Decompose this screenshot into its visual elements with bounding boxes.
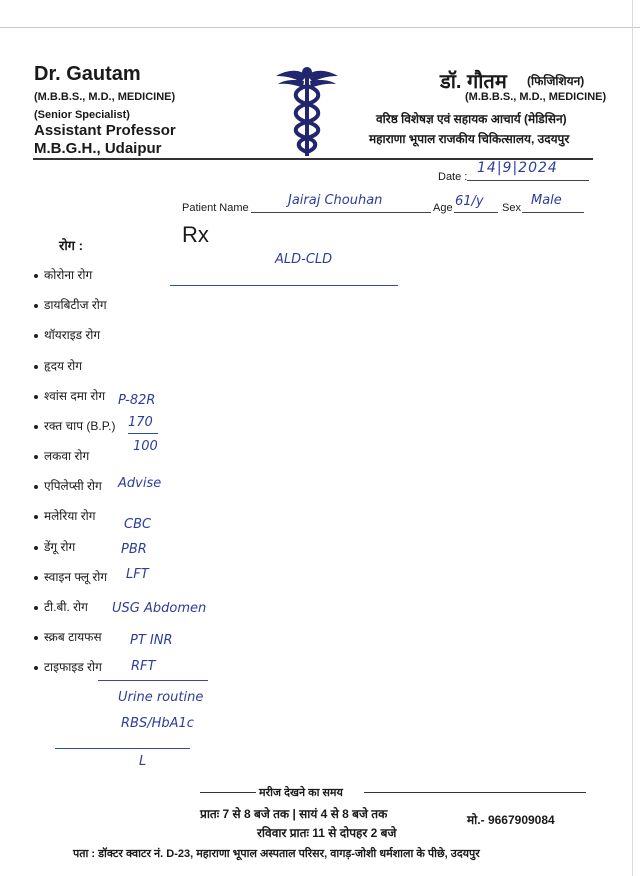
sex-label: Sex	[502, 202, 521, 214]
bullet-icon	[34, 485, 38, 489]
bullet-icon	[34, 395, 38, 399]
bp-systolic: 170	[128, 415, 153, 430]
disease-item: डेंगू रोग	[34, 538, 75, 555]
date-line	[467, 180, 589, 181]
phone-number: मो.- 9667909084	[467, 813, 555, 827]
bullet-icon	[34, 455, 38, 459]
disease-item: स्क्रब टायफस	[34, 628, 102, 645]
disease-item: स्वाइन फ्लू रोग	[34, 568, 107, 585]
bullet-icon	[34, 636, 38, 640]
disease-item: थॉयराइड रोग	[34, 326, 100, 343]
test-note: CBC	[124, 517, 152, 532]
disease-item: मलेरिया रोग	[34, 507, 96, 524]
patient-name-value[interactable]: Jairaj Chouhan	[288, 193, 383, 208]
designation-hindi: वरिष्ठ विशेषज्ञ एवं सहायक आचार्य (मेडिसिन)	[376, 112, 567, 126]
pr-note: P-82R	[118, 393, 156, 408]
test-note: PT INR	[130, 633, 173, 648]
diseases-heading: रोग :	[59, 238, 83, 253]
bullet-icon	[34, 425, 38, 429]
bullet-icon	[34, 606, 38, 610]
doctor-name: Dr. Gautam	[34, 63, 141, 85]
date-label: Date :	[438, 171, 468, 183]
qualifications-en: (M.B.B.S., M.D., MEDICINE)	[34, 91, 176, 103]
date-value[interactable]: 14|9|2024	[477, 160, 558, 176]
disease-item: कोरोना रोग	[34, 266, 92, 283]
timing-weekday: प्रातः 7 से 8 बजे तक | सायं 4 से 8 बजे तक	[200, 807, 388, 821]
hospital-hindi: महाराणा भूपाल राजकीय चिकित्सालय, उदयपुर	[369, 132, 570, 146]
test-note: RFT	[131, 659, 156, 674]
footer-rule-right	[364, 792, 586, 793]
test-note: USG Abdomen	[112, 601, 207, 616]
bullet-icon	[34, 666, 38, 670]
test-note: PBR	[121, 542, 147, 557]
senior-specialist: (Senior Specialist)	[34, 109, 130, 121]
bullet-icon	[34, 304, 38, 308]
physician-hindi: (फिजिशियन)	[527, 74, 585, 88]
sex-value[interactable]: Male	[531, 193, 562, 208]
rx-symbol: Rx	[182, 222, 209, 247]
bullet-icon	[34, 365, 38, 369]
page-edge	[632, 0, 633, 876]
tests-underline	[98, 680, 208, 681]
bullet-icon	[34, 515, 38, 519]
institution-en: M.B.G.H., Udaipur	[34, 140, 162, 157]
age-value[interactable]: 61/y	[455, 194, 484, 209]
bullet-icon	[34, 334, 38, 338]
test-note: LFT	[126, 567, 149, 582]
mark-note: L	[139, 754, 147, 769]
advise-note: Advise	[118, 476, 162, 491]
designation-en: Assistant Professor	[34, 122, 176, 139]
patient-name-line	[251, 212, 431, 213]
bp-diastolic: 100	[133, 439, 158, 454]
age-label: Age	[433, 202, 453, 214]
age-line	[454, 212, 498, 213]
timing-title: मरीज देखने का समय	[259, 787, 343, 799]
qualifications-hi: (M.B.B.S., M.D., MEDICINE)	[465, 91, 607, 103]
timing-sunday: रविवार प्रातः 11 से दोपहर 2 बजे	[257, 826, 397, 840]
disease-item: डायबिटीज रोग	[34, 296, 107, 313]
footer-rule-left	[200, 792, 256, 793]
doctor-name-hindi: डॉ. गौतम	[440, 71, 507, 93]
address: पता : डॉक्टर क्वाटर नं. D-23, महाराणा भूपाल अस्पताल परिसर, वागड़-जोशी धर्मशाला के पीछे, उदयपुर	[73, 848, 480, 860]
sex-line	[522, 212, 584, 213]
bullet-icon	[34, 546, 38, 550]
final-underline	[55, 748, 190, 749]
caduceus-icon	[274, 62, 340, 160]
disease-item: हृदय रोग	[34, 357, 82, 374]
top-border	[0, 27, 640, 28]
disease-item: श्वांस दमा रोग	[34, 387, 105, 404]
diagnosis-underline	[170, 285, 398, 286]
bullet-icon	[34, 274, 38, 278]
test-note: RBS/HbA1c	[121, 716, 194, 731]
bp-fraction-line	[128, 433, 158, 434]
diagnosis-note: ALD-CLD	[275, 252, 333, 267]
test-note: Urine routine	[118, 690, 204, 705]
patient-name-label: Patient Name	[182, 202, 249, 214]
disease-item: रक्त चाप (B.P.)	[34, 417, 116, 434]
disease-item: एपिलेप्सी रोग	[34, 477, 102, 494]
disease-item: टी.बी. रोग	[34, 598, 88, 615]
disease-item: टाइफाइड रोग	[34, 658, 102, 675]
disease-item: लकवा रोग	[34, 447, 89, 464]
bullet-icon	[34, 576, 38, 580]
